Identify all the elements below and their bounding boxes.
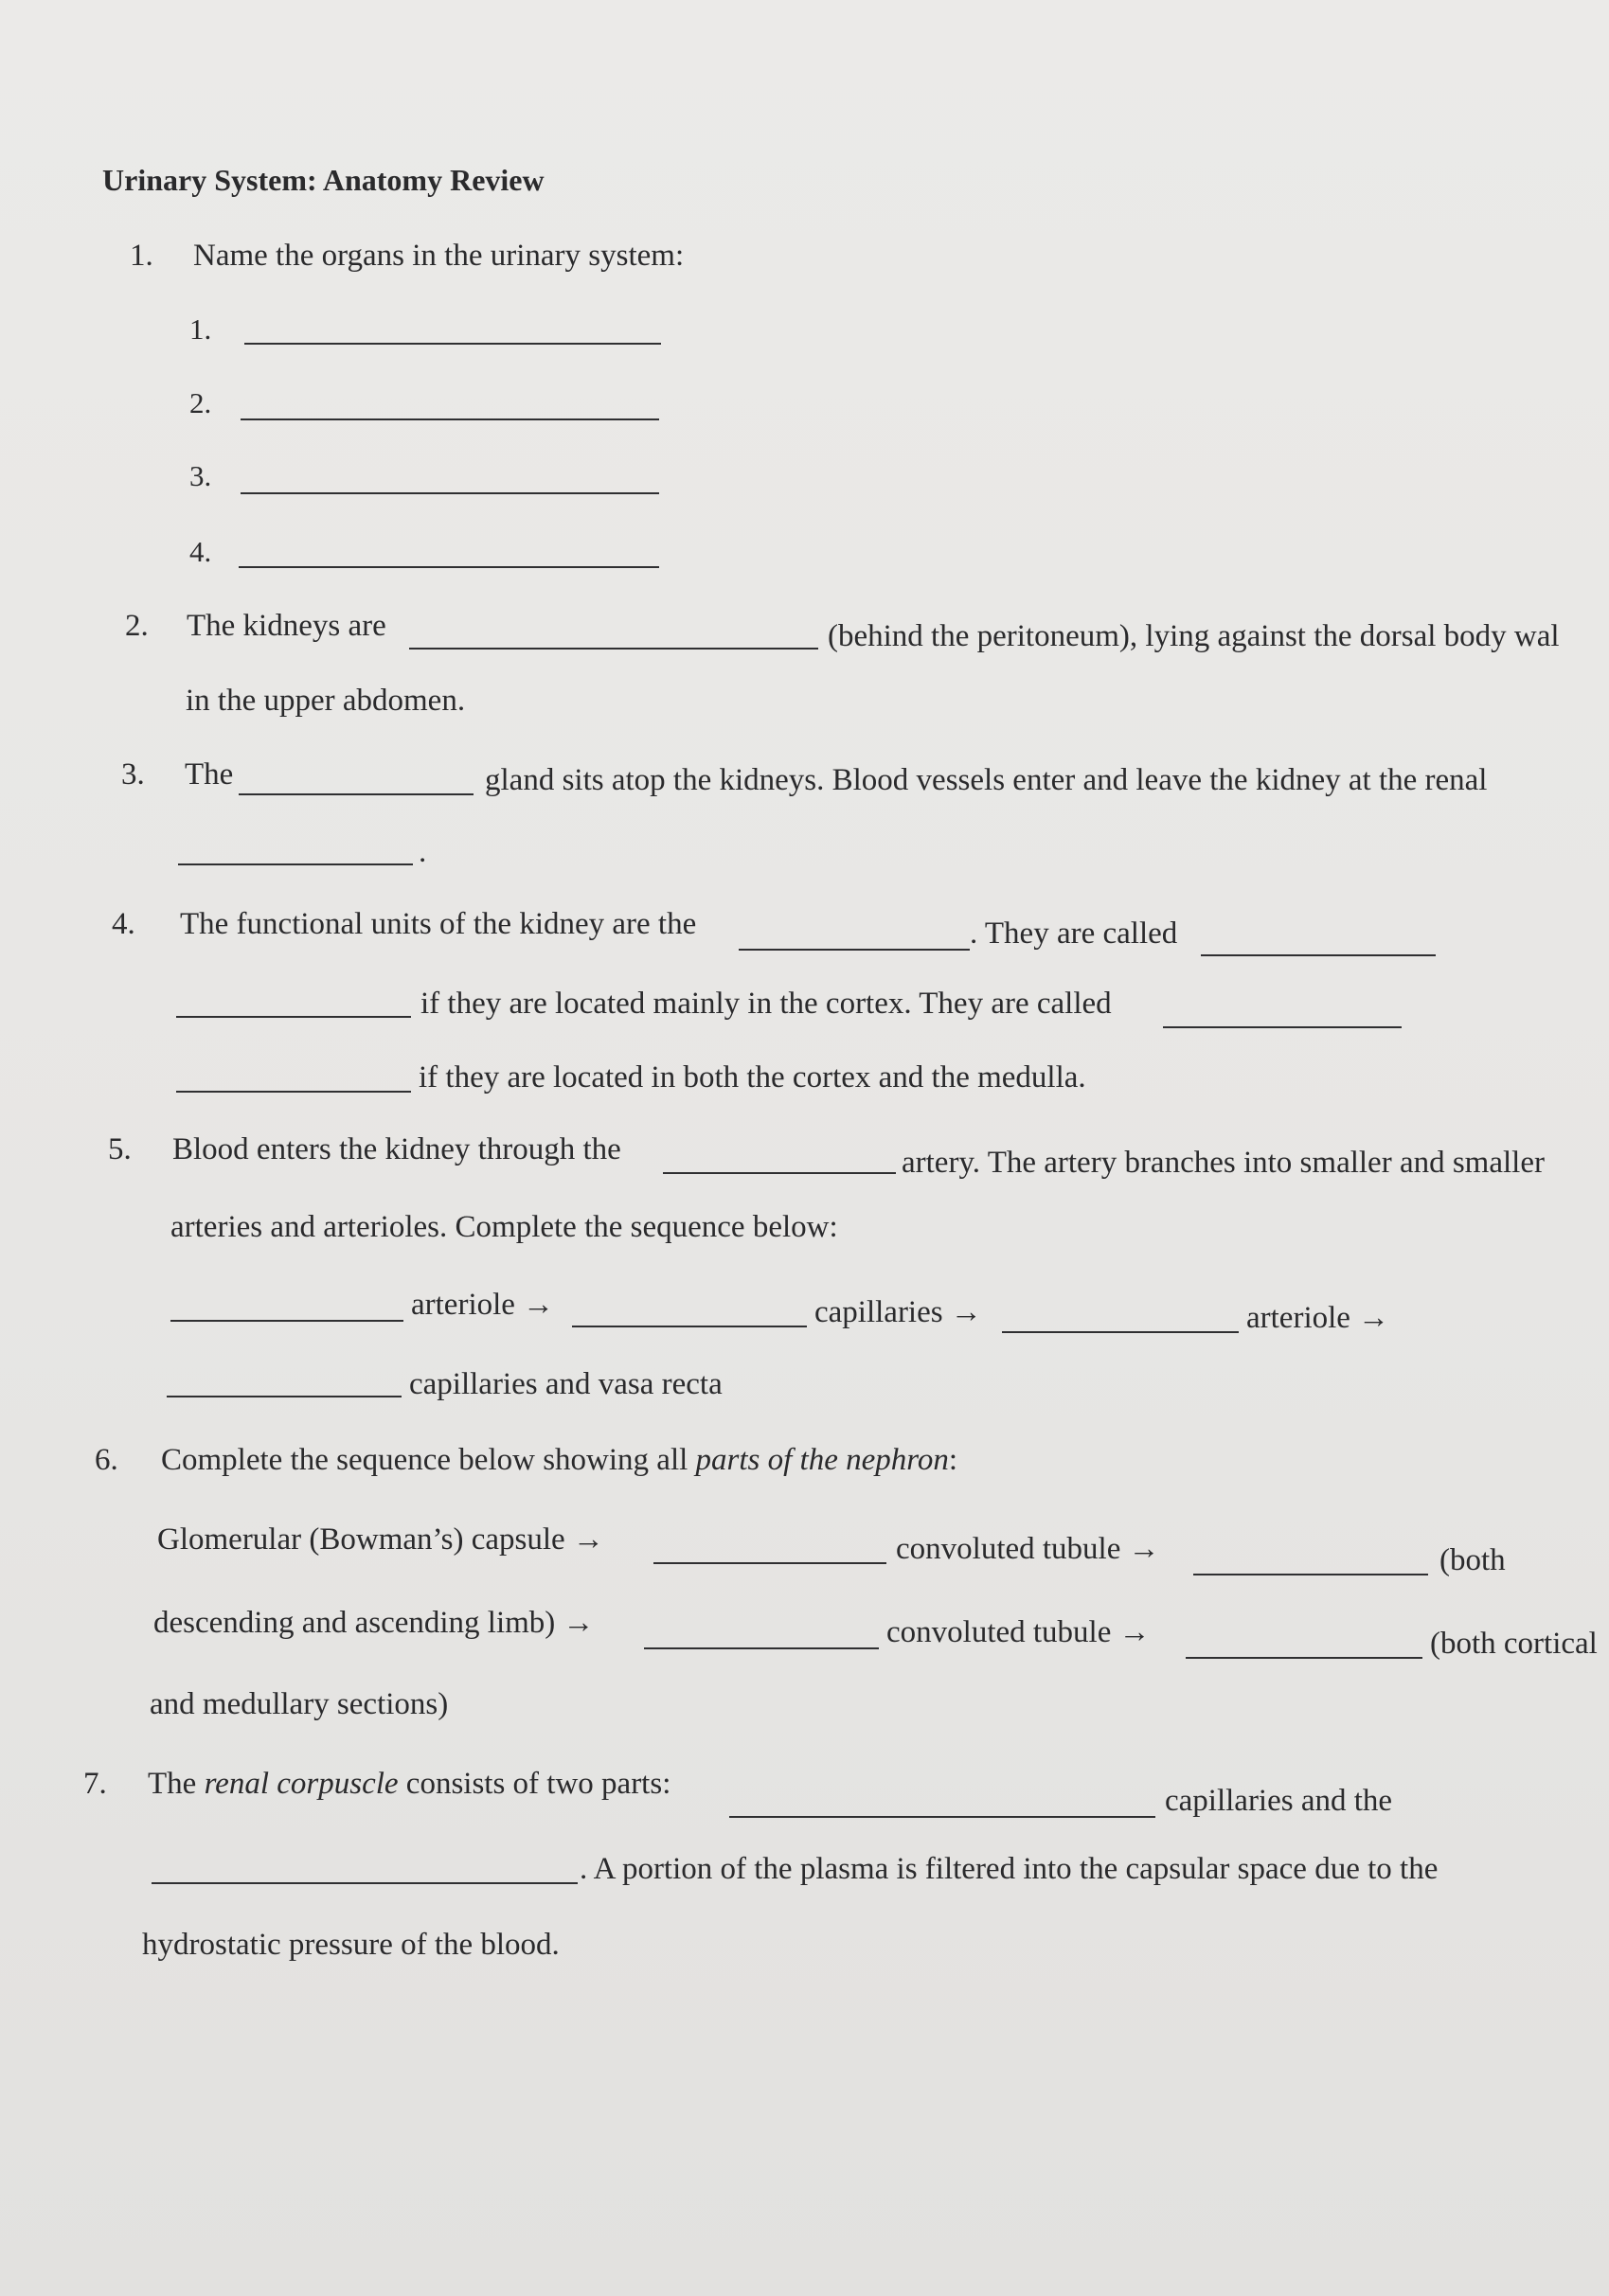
q5-blank-seq-1[interactable] <box>170 1320 403 1322</box>
q5-blank-seq-4[interactable] <box>167 1396 402 1397</box>
q1-item-1-number: 1. <box>189 312 212 346</box>
q2-number: 2. <box>125 609 149 643</box>
q1-item-2-number: 2. <box>189 386 212 419</box>
q7-text-emphasis: renal corpuscle <box>204 1767 399 1801</box>
q1-item-4-number: 4. <box>189 535 212 568</box>
q7-text-parts: consists of two parts: <box>405 1767 671 1801</box>
q5-number: 5. <box>108 1132 132 1166</box>
q5-text-branches: artery. The artery branches into smaller and smaller <box>902 1146 1545 1180</box>
q1-text: Name the organs in the urinary system: <box>193 239 685 273</box>
q1-item-4-blank[interactable] <box>239 566 659 568</box>
q3-blank-gland[interactable] <box>239 793 474 795</box>
q5-blank-seq-2[interactable] <box>572 1326 807 1327</box>
q7-text-start: The <box>148 1767 197 1801</box>
q1-item-1-blank[interactable] <box>244 343 661 345</box>
page-title: Urinary System: Anatomy Review <box>102 163 545 197</box>
q7-number: 7. <box>83 1767 107 1801</box>
q5-text-start: Blood enters the kidney through the <box>172 1132 621 1166</box>
q3-number: 3. <box>121 757 145 792</box>
q6-line3: and medullary sections) <box>150 1687 449 1721</box>
q5-seq-arteriole-2: arteriole → <box>1246 1301 1390 1335</box>
q7-text-capillaries: capillaries and the <box>1165 1784 1393 1818</box>
q2-text-start: The kidneys are <box>187 609 386 643</box>
q5-seq-end: capillaries and vasa recta <box>409 1367 723 1401</box>
q3-text-end: . <box>419 835 427 869</box>
q7-blank-2[interactable] <box>152 1882 578 1884</box>
q4-text-start: The functional units of the kidney are the <box>180 907 697 941</box>
q1-item-3-blank[interactable] <box>241 492 659 494</box>
q7-text-filtered: . A portion of the plasma is filtered into the capsular space due to the <box>580 1852 1439 1886</box>
q7-blank-1[interactable] <box>729 1816 1155 1818</box>
q5-seq-capillaries: capillaries → <box>814 1295 982 1329</box>
q4-blank-cortical-name[interactable] <box>176 1016 411 1018</box>
q6-line2-start: descending and ascending limb) → <box>153 1606 595 1640</box>
q4-blank-juxtamedullary-name[interactable] <box>176 1091 411 1093</box>
q6-line1-start: Glomerular (Bowman’s) capsule → <box>157 1522 604 1557</box>
q5-blank-seq-3[interactable] <box>1002 1331 1239 1333</box>
q6-line1-end: (both <box>1439 1543 1506 1577</box>
q4-blank-cortical[interactable] <box>1201 954 1436 956</box>
q6-number: 6. <box>95 1443 118 1477</box>
q6-text-emphasis: parts of the nephron <box>695 1443 949 1477</box>
q4-text-called: . They are called <box>970 917 1178 951</box>
q4-number: 4. <box>112 907 135 941</box>
q4-text-medulla: if they are located in both the cortex and the medulla. <box>419 1060 1086 1095</box>
q6-text-colon: : <box>948 1443 958 1477</box>
q7-text-end: hydrostatic pressure of the blood. <box>142 1928 560 1962</box>
q6-blank-1[interactable] <box>653 1562 886 1564</box>
q6-text-start: Complete the sequence below showing all <box>161 1443 688 1477</box>
q7-text <box>148 1769 670 1800</box>
q2-text-end: (behind the peritoneum), lying against the dorsal body wal <box>828 619 1560 653</box>
q4-blank-functional-units[interactable] <box>739 949 970 951</box>
q3-blank-renal[interactable] <box>178 863 413 865</box>
q1-item-2-blank[interactable] <box>241 418 659 420</box>
q6-blank-2[interactable] <box>1193 1574 1428 1575</box>
q6-blank-4[interactable] <box>1186 1657 1422 1659</box>
q6-line2-end: (both cortical <box>1430 1627 1598 1661</box>
q6-text <box>161 1445 957 1476</box>
q5-blank-renal-artery[interactable] <box>663 1172 896 1174</box>
q2-text-continued: in the upper abdomen. <box>186 684 466 718</box>
q6-line2-middle: convoluted tubule → <box>886 1615 1151 1649</box>
q1-item-3-number: 3. <box>189 459 212 492</box>
q5-text-sequence-intro: arteries and arterioles. Complete the sequence below: <box>170 1210 838 1244</box>
q6-line1-middle: convoluted tubule → <box>896 1532 1160 1566</box>
q6-blank-3[interactable] <box>644 1647 879 1649</box>
q5-seq-arteriole-1: arteriole → <box>411 1288 555 1322</box>
q3-text-middle: gland sits atop the kidneys. Blood vessels enter and leave the kidney at the renal <box>485 763 1488 797</box>
q2-blank[interactable] <box>409 648 818 650</box>
q3-text-start: The <box>185 757 234 792</box>
q4-blank-juxtamedullary[interactable] <box>1163 1026 1402 1028</box>
q4-text-cortex: if they are located mainly in the cortex. They are called <box>420 987 1112 1021</box>
q1-number: 1. <box>130 239 153 273</box>
